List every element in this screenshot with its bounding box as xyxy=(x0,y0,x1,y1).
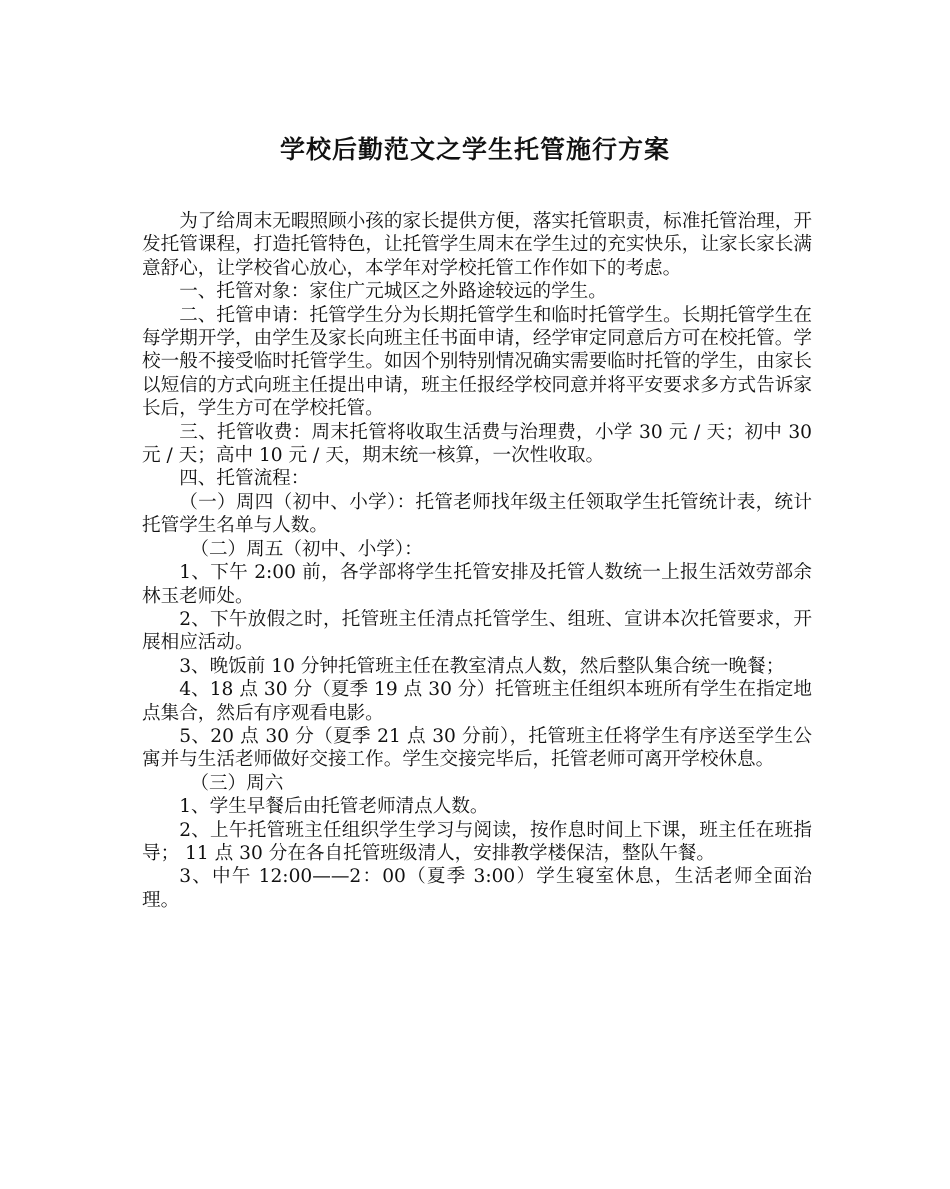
paragraph-saturday-1: 1、学生早餐后由托管老师清点人数。 xyxy=(179,796,489,818)
paragraph-application: 二、托管申请：托管学生分为长期托管学生和临时托管学生。长期托管学生在每学期开学，由学生及家长向班主任书面申请，经学审定同意后方可在校托管。学校一般不接受临时托管学生。如因个别特别情况确实需要临时托管的学生，由家长以短信的方式向班主任提出申请，班主任报经学校同意并将平安要求多方式告诉家长后，学生方可在学校托管。 xyxy=(142,304,812,420)
paragraph-intro: 为了给周末无暇照顾小孩的家长提供方便，落实托管职责，标准托管治理，开发托管课程，打造托管特色，让托管学生周末在学生过的充实快乐，让家长家长满意舒心，让学校省心放心，本学年对学校托管工作作如下的考虑。 xyxy=(142,211,812,279)
paragraph-friday-1: 1、下午 2:00 前，各学部将学生托管安排及托管人数统一上报生活效劳部余林玉老师处。 xyxy=(142,562,812,607)
paragraph-process-heading: 四、托管流程： xyxy=(179,468,310,490)
document-title: 学校后勤范文之学生托管施行方案 xyxy=(279,135,670,164)
paragraph-saturday-heading: （三）周六 xyxy=(190,772,284,794)
paragraph-saturday-3: 3、中午 12:00——2：00（夏季 3:00）学生寝室休息，生活老师全面治理。 xyxy=(142,866,812,911)
document-body xyxy=(142,210,812,912)
paragraph-friday-2: 2、下午放假之时，托管班主任清点托管学生、组班、宣讲本次托管要求，开展相应活动。 xyxy=(142,608,812,654)
paragraph-target: 一、托管对象：家住广元城区之外路途较远的学生。 xyxy=(179,281,607,303)
paragraph-fees: 三、托管收费：周末托管将收取生活费与治理费，小学 30 元 / 天；初中 30 元 / 天；高中 10 元 / 天，期末统一核算，一次性收取。 xyxy=(142,421,812,467)
paragraph-friday-heading: （二）周五（初中、小学）： xyxy=(190,538,423,560)
paragraph-saturday-2: 2、上午托管班主任组织学生学习与阅读，按作息时间上下课，班主任在班指导； 11 点 30 分在各自托管班级清人，安排教学楼保洁，整队午餐。 xyxy=(142,819,812,864)
paragraph-thursday: （一）周四（初中、小学）：托管老师找年级主任领取学生托管统计表，统计托管学生名单与人数。 xyxy=(142,491,812,537)
paragraph-friday-5: 5、20 点 30 分（夏季 21 点 30 分前），托管班主任将学生有序送至学生公寓并与生活老师做好交接工作。学生交接完毕后，托管老师可离开学校休息。 xyxy=(142,725,812,771)
paragraph-friday-3: 3、晚饭前 10 分钟托管班主任在教室清点人数，然后整队集合统一晚餐； xyxy=(179,655,785,677)
paragraph-friday-4: 4、18 点 30 分（夏季 19 点 30 分）托管班主任组织本班所有学生在指定地点集合，然后有序观看电影。 xyxy=(142,679,812,724)
